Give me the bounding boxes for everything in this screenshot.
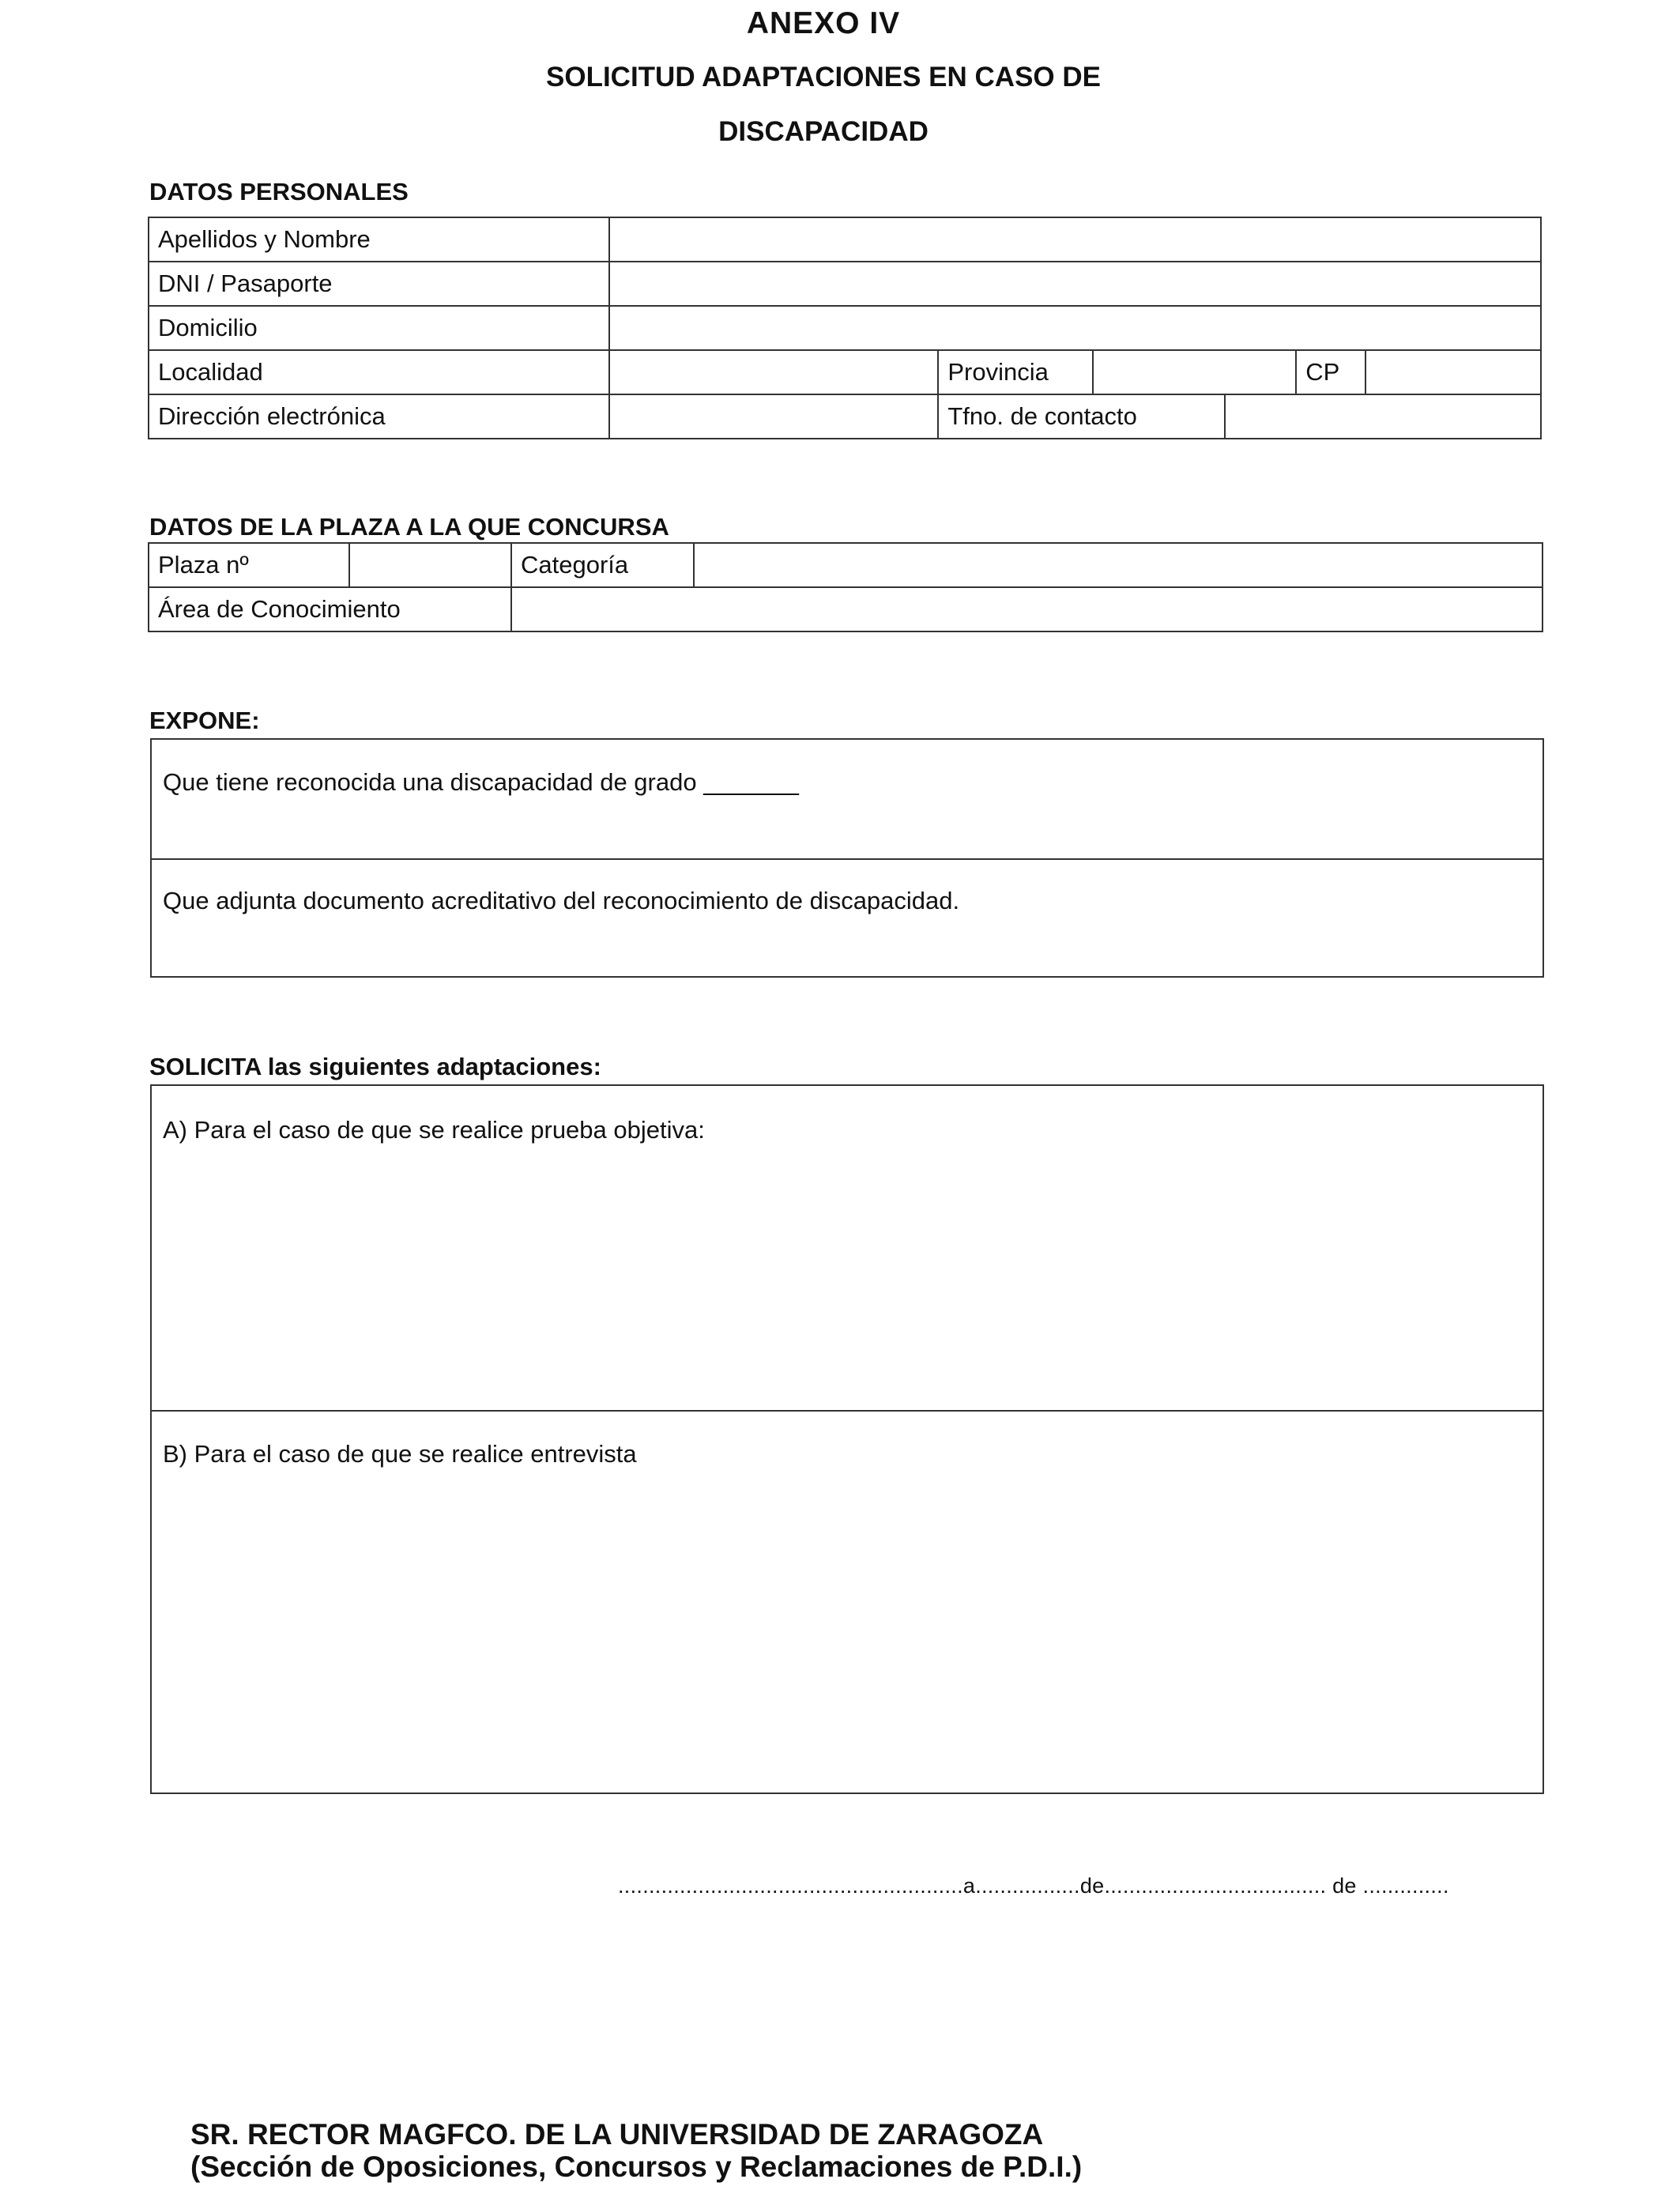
adaptation-interview-area[interactable] xyxy=(152,1410,1543,1794)
adaptation-objective-test-area[interactable] xyxy=(152,1086,1543,1412)
address-label: Domicilio xyxy=(149,306,609,350)
phone-field[interactable] xyxy=(1225,394,1541,439)
city-field[interactable] xyxy=(609,350,938,394)
province-label: Provincia xyxy=(938,350,1093,394)
place-date-line[interactable]: ........................................................a.................de.................................... de .............. xyxy=(618,1874,1449,1898)
name-label: Apellidos y Nombre xyxy=(149,217,609,262)
recipient-line1: SR. RECTOR MAGFCO. DE LA UNIVERSIDAD DE ZARAGOZA xyxy=(190,2118,1044,2151)
name-field[interactable] xyxy=(609,217,1541,262)
recipient-line2: (Sección de Oposiciones, Concursos y Reclamaciones de P.D.I.) xyxy=(190,2151,1083,2183)
position-data-heading: DATOS DE LA PLAZA A LA QUE CONCURSA xyxy=(149,513,669,541)
expone-box xyxy=(150,738,1544,978)
document-attached-text: Que adjunta documento acreditativo del reconocimiento de discapacidad. xyxy=(163,887,960,914)
email-field[interactable] xyxy=(609,394,938,439)
category-label: Categoría xyxy=(511,543,694,587)
email-label: Dirección electrónica xyxy=(149,394,609,439)
expone-heading: EXPONE: xyxy=(149,707,260,734)
form-title-line2: DISCAPACIDAD xyxy=(718,116,929,147)
province-field[interactable] xyxy=(1093,350,1296,394)
form-title-line1: SOLICITUD ADAPTACIONES EN CASO DE xyxy=(546,62,1101,92)
category-field[interactable] xyxy=(694,543,1543,587)
phone-label: Tfno. de contacto xyxy=(938,394,1225,439)
id-field[interactable] xyxy=(609,262,1541,306)
option-a-text: A) Para el caso de que se realice prueba objetiva: xyxy=(163,1116,705,1144)
postcode-field[interactable] xyxy=(1365,350,1541,394)
expone-row-disability[interactable] xyxy=(152,740,1543,858)
id-label: DNI / Pasaporte xyxy=(149,262,609,306)
postcode-label: CP xyxy=(1296,350,1365,394)
knowledge-area-label: Área de Conocimiento xyxy=(149,587,511,631)
solicita-box xyxy=(150,1084,1544,1794)
expone-row-document[interactable] xyxy=(152,858,1543,978)
city-label: Localidad xyxy=(149,350,609,394)
personal-data-heading: DATOS PERSONALES xyxy=(149,178,409,205)
solicita-heading: SOLICITA las siguientes adaptaciones: xyxy=(149,1053,601,1080)
option-b-text: B) Para el caso de que se realice entrevista xyxy=(163,1440,637,1468)
address-field[interactable] xyxy=(609,306,1541,350)
annex-title: ANEXO IV xyxy=(746,6,901,40)
disability-degree-text: Que tiene reconocida una discapacidad de grado _______ xyxy=(163,768,799,796)
personal-data-table xyxy=(148,217,1542,439)
position-number-label: Plaza nº xyxy=(149,543,349,587)
position-number-field[interactable] xyxy=(349,543,511,587)
knowledge-area-field[interactable] xyxy=(511,587,1543,631)
position-data-table xyxy=(148,542,1543,632)
